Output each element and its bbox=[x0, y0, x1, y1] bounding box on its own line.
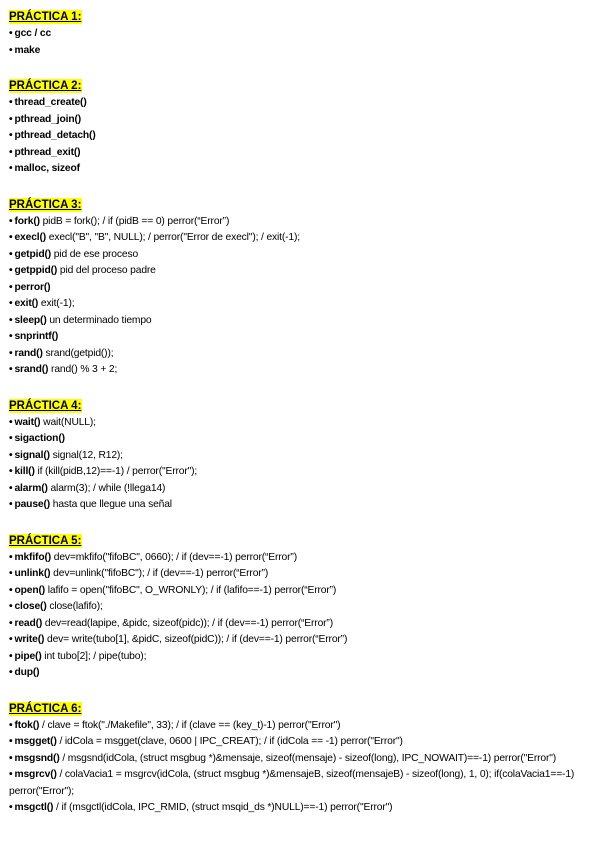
function-description: if (kill(pidB,12)==-1) / perror("Error"); bbox=[34, 466, 198, 477]
section-practica-1 bbox=[9, 7, 594, 59]
bullet-icon: • bbox=[9, 584, 13, 596]
document-body bbox=[9, 7, 594, 834]
function-name: snprintf() bbox=[14, 331, 59, 342]
bullet-icon: • bbox=[9, 113, 13, 125]
bullet-icon: • bbox=[9, 265, 13, 276]
function-name: pthread_join() bbox=[14, 113, 82, 125]
bullet-icon: • bbox=[9, 364, 13, 375]
bullet-icon: • bbox=[9, 347, 13, 359]
function-name: exit() bbox=[14, 298, 39, 309]
list-item bbox=[9, 665, 594, 682]
list-item bbox=[9, 313, 594, 330]
list-item bbox=[9, 599, 594, 616]
function-name: mkfifo() bbox=[14, 551, 52, 563]
list-item bbox=[9, 296, 594, 313]
function-name: ftok() bbox=[14, 719, 40, 731]
list-item bbox=[9, 230, 594, 247]
list-item bbox=[9, 751, 594, 768]
function-name: rand() bbox=[14, 347, 43, 359]
list-item bbox=[9, 415, 594, 432]
function-name: pthread_exit() bbox=[14, 146, 81, 158]
function-name: pause() bbox=[14, 499, 51, 510]
list-item bbox=[9, 550, 594, 567]
function-name: open() bbox=[14, 584, 46, 596]
function-name: write() bbox=[14, 634, 45, 645]
function-description: pid del proceso padre bbox=[57, 265, 156, 276]
section-practica-6 bbox=[9, 699, 594, 817]
list-item bbox=[9, 497, 594, 514]
bullet-icon: • bbox=[9, 650, 13, 662]
function-description: pidB = fork(); / if (pidB == 0) perror(“Error”) bbox=[39, 215, 230, 227]
list-item bbox=[9, 362, 594, 379]
bullet-icon: • bbox=[9, 281, 13, 293]
list-item bbox=[9, 95, 594, 112]
list-item bbox=[9, 329, 594, 346]
function-name: pthread_detach() bbox=[14, 130, 96, 141]
function-name: sigaction() bbox=[14, 433, 65, 444]
list-item bbox=[9, 718, 594, 735]
list-item bbox=[9, 649, 594, 666]
function-description: rand() % 3 + 2; bbox=[48, 364, 118, 375]
function-name: srand() bbox=[14, 364, 49, 375]
function-description: / idCola = msgget(clave, 0600 | IPC_CREAT); / if (idCola == -1) perror("Error") bbox=[56, 736, 403, 747]
function-description: dev= write(tubo[1], &pidC, sizeof(pidC)); / if (dev==-1) perror(“Error”) bbox=[44, 634, 348, 645]
bullet-icon: • bbox=[9, 331, 13, 342]
bullet-icon: • bbox=[9, 163, 13, 174]
function-description: un determinado tiempo bbox=[46, 314, 152, 326]
section-heading: PRÁCTICA 6: bbox=[9, 702, 82, 715]
bullet-icon: • bbox=[9, 248, 13, 260]
bullet-icon: • bbox=[9, 449, 13, 461]
function-name: make bbox=[14, 44, 41, 56]
list-item bbox=[9, 448, 594, 465]
bullet-icon: • bbox=[9, 130, 13, 141]
list-item bbox=[9, 734, 594, 751]
bullet-icon: • bbox=[9, 44, 13, 56]
section-heading: PRÁCTICA 5: bbox=[9, 534, 82, 547]
function-description: dev=read(lapipe, &pidc, sizeof(pidc)); / if (dev==-1) perror(“Error”) bbox=[42, 617, 333, 629]
function-description: int tubo[2]; / pipe(tubo); bbox=[41, 650, 147, 662]
list-item bbox=[9, 26, 594, 43]
list-item bbox=[9, 800, 594, 817]
bullet-icon: • bbox=[9, 802, 13, 813]
list-item bbox=[9, 161, 594, 178]
bullet-icon: • bbox=[9, 601, 13, 612]
function-description: dev=mkfifo("fifoBC", 0660); / if (dev==-1) perror(“Error”) bbox=[51, 551, 297, 563]
list-item bbox=[9, 263, 594, 280]
function-name: malloc, sizeof bbox=[14, 163, 80, 174]
function-name: thread_create() bbox=[14, 97, 87, 108]
function-name: dup() bbox=[14, 667, 40, 678]
function-description: / if (msgctl(idCola, IPC_RMID, (struct msqid_ds *)NULL)==-1) perror("Error") bbox=[53, 802, 393, 813]
function-name: fork() bbox=[14, 215, 40, 227]
bullet-icon: • bbox=[9, 97, 13, 108]
function-name: alarm() bbox=[14, 482, 48, 494]
function-name: gcc / cc bbox=[14, 28, 52, 39]
section-practica-4 bbox=[9, 396, 594, 514]
list-item bbox=[9, 128, 594, 145]
function-name: close() bbox=[14, 601, 47, 612]
function-name: signal() bbox=[14, 449, 50, 461]
function-description: signal(12, R12); bbox=[49, 449, 123, 461]
function-description: / clave = ftok("./Makefile", 33); / if (clave == (key_t)-1) perror("Error") bbox=[39, 719, 341, 731]
function-name: pipe() bbox=[14, 650, 42, 662]
function-description: exit(-1); bbox=[38, 298, 75, 309]
bullet-icon: • bbox=[9, 634, 13, 645]
function-description: lafifo = open("fifoBC", O_WRONLY); / if (lafifo==-1) perror(“Error”) bbox=[45, 584, 337, 596]
function-name: read() bbox=[14, 617, 43, 629]
section-heading: PRÁCTICA 3: bbox=[9, 198, 82, 211]
list-item bbox=[9, 464, 594, 481]
bullet-icon: • bbox=[9, 568, 13, 579]
function-name: msgget() bbox=[14, 736, 57, 747]
bullet-icon: • bbox=[9, 433, 13, 444]
function-name: wait() bbox=[14, 416, 41, 428]
section-practica-3 bbox=[9, 195, 594, 379]
bullet-icon: • bbox=[9, 719, 13, 731]
bullet-icon: • bbox=[9, 736, 13, 747]
function-name: perror() bbox=[14, 281, 51, 293]
bullet-icon: • bbox=[9, 551, 13, 563]
function-description: close(lafifo); bbox=[46, 601, 103, 612]
function-name: sleep() bbox=[14, 314, 47, 326]
bullet-icon: • bbox=[9, 769, 13, 780]
list-item bbox=[9, 346, 594, 363]
list-item bbox=[9, 616, 594, 633]
section-heading: PRÁCTICA 1: bbox=[9, 11, 82, 23]
bullet-icon: • bbox=[9, 146, 13, 158]
bullet-icon: • bbox=[9, 314, 13, 326]
list-item bbox=[9, 431, 594, 448]
list-item bbox=[9, 247, 594, 264]
bullet-icon: • bbox=[9, 499, 13, 510]
section-practica-2 bbox=[9, 76, 594, 178]
function-description: alarm(3); / while (!llega14) bbox=[47, 482, 166, 494]
list-item bbox=[9, 112, 594, 129]
function-description: / colaVacia1 = msgrcv(idCola, (struct msgbug *)&mensajeB, sizeof(mensajeB) - sizeof(long), 1, 0); if(colaVacia1==-1) perror("Error"); bbox=[9, 769, 575, 797]
section-heading: PRÁCTICA 2: bbox=[9, 80, 82, 92]
list-item bbox=[9, 145, 594, 162]
section-practica-5 bbox=[9, 531, 594, 682]
function-description: execl("B", "B", NULL); / perror("Error de execl"); / exit(-1); bbox=[46, 232, 300, 243]
bullet-icon: • bbox=[9, 28, 13, 39]
function-name: execl() bbox=[14, 232, 47, 243]
list-item bbox=[9, 214, 594, 231]
bullet-icon: • bbox=[9, 482, 13, 494]
function-name: msgsnd() bbox=[14, 752, 60, 764]
list-item bbox=[9, 280, 594, 297]
function-name: msgctl() bbox=[14, 802, 54, 813]
function-description: / msgsnd(idCola, (struct msgbug *)&mensaje, sizeof(mensaje) - sizeof(long), IPC_NOWAIT)==-1) perror("Error") bbox=[59, 752, 557, 764]
list-item bbox=[9, 566, 594, 583]
section-heading: PRÁCTICA 4: bbox=[9, 399, 82, 412]
bullet-icon: • bbox=[9, 232, 13, 243]
function-description: hasta que llegue una señal bbox=[50, 499, 172, 510]
bullet-icon: • bbox=[9, 667, 13, 678]
list-item bbox=[9, 583, 594, 600]
bullet-icon: • bbox=[9, 416, 13, 428]
list-item bbox=[9, 43, 594, 60]
function-description: pid de ese proceso bbox=[51, 248, 139, 260]
function-name: msgrcv() bbox=[14, 769, 57, 780]
bullet-icon: • bbox=[9, 752, 13, 764]
function-description: srand(getpid()); bbox=[42, 347, 114, 359]
list-item bbox=[9, 481, 594, 498]
list-item bbox=[9, 632, 594, 649]
bullet-icon: • bbox=[9, 298, 13, 309]
function-name: getpid() bbox=[14, 248, 52, 260]
bullet-icon: • bbox=[9, 617, 13, 629]
list-item bbox=[9, 767, 594, 800]
bullet-icon: • bbox=[9, 215, 13, 227]
bullet-icon: • bbox=[9, 466, 13, 477]
function-description: wait(NULL); bbox=[40, 416, 96, 428]
function-name: unlink() bbox=[14, 568, 51, 579]
function-description: dev=unlink("fifoBC"); / if (dev==-1) perror(“Error”) bbox=[50, 568, 269, 579]
function-name: kill() bbox=[14, 466, 35, 477]
function-name: getppid() bbox=[14, 265, 58, 276]
